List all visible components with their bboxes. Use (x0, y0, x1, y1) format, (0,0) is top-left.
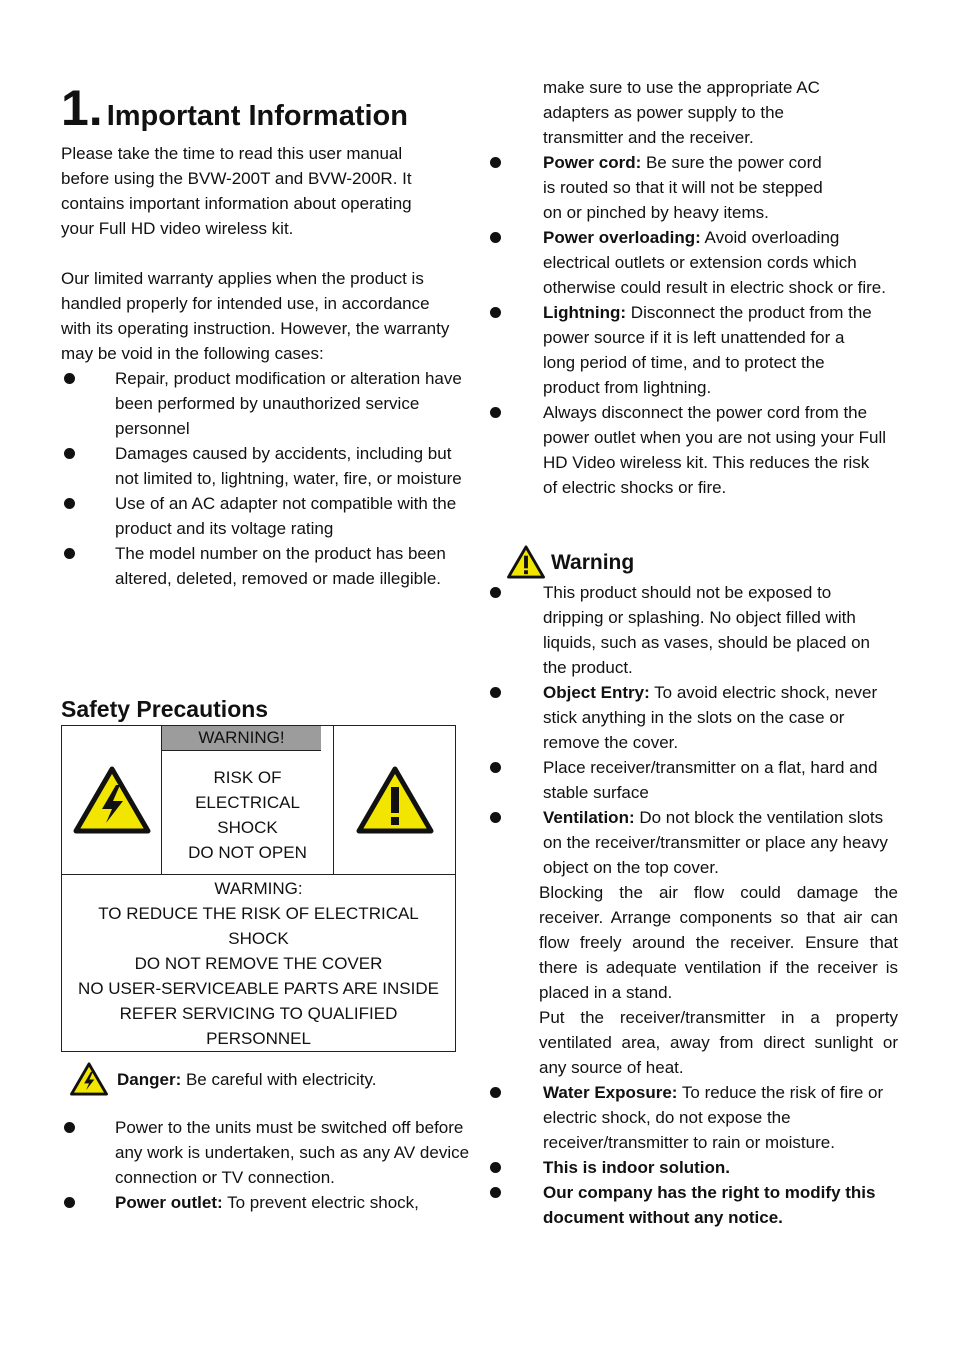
list-item: Ventilation: Do not block the ventilation slots on the receiver/transmitter or place any heavy object on the top cover. (488, 805, 898, 880)
danger-label: Danger: (117, 1069, 182, 1089)
list-item: Our company has the right to modify this document without any notice. (488, 1180, 903, 1230)
warning-triangle-icon (507, 545, 545, 579)
ventilation-paragraph: Blocking the air flow could damage the receiver. Arrange components so that air can flow freely around the receiver. Ensure that there is adequate ventilation if the receiver is placed in a stand. (539, 883, 898, 1002)
list-item: Power overloading: Avoid overloading electrical outlets or extension cords which otherwise could result in electric shock or fire. (488, 225, 898, 300)
high-voltage-icon (73, 765, 151, 835)
warning-line: RISK OF (213, 768, 282, 787)
power-list (488, 150, 898, 500)
final-list (488, 1080, 898, 1230)
chapter-title: Important Information (106, 100, 408, 132)
warning-header: WARNING! (162, 726, 321, 751)
warning-line: ELECTRICAL (195, 793, 300, 812)
ventilation-paragraph: Put the receiver/transmitter in a property ventilated area, away from direct sunlight or any source of heat. (539, 1008, 898, 1077)
warning-title: Warning (551, 550, 635, 574)
list-item: Place receiver/transmitter on a flat, hard and stable surface (488, 755, 888, 805)
high-voltage-icon (70, 1062, 108, 1096)
page-title (61, 80, 408, 136)
warning-bottom-text (62, 875, 455, 1051)
continuation-text: make sure to use the appropriate AC adapters as power supply to the transmitter and the receiver. (543, 78, 820, 147)
warning-heading (507, 545, 634, 579)
list-item: Use of an AC adapter not compatible with the product and its voltage rating (61, 491, 471, 541)
warning-line: WARMING: (214, 879, 303, 898)
right-column (488, 75, 898, 500)
list-item: The model number on the product has been altered, deleted, removed or made illegible. (61, 541, 471, 591)
list-item: Power cord: Be sure the power cord is routed so that it will not be stepped on or pinched by heavy items. (488, 150, 837, 225)
warning-list (488, 580, 898, 880)
list-item: Lightning: Disconnect the product from the power source if it is left unattended for a long period of time, and to protect the product from lightning. (488, 300, 878, 400)
intro-paragraph: Please take the time to read this user manual before using the BVW-200T and BVW-200R. It contains important information about operating your Full HD video wireless kit. (61, 144, 412, 238)
warning-label-box (61, 725, 456, 1052)
list-item: Object Entry: To avoid electric shock, never stick anything in the slots on the case or remove the cover. (488, 680, 888, 755)
warning-line: TO REDUCE THE RISK OF ELECTRICAL SHOCK (98, 904, 419, 948)
list-item: Damages caused by accidents, including but not limited to, lightning, water, fire, or moisture (61, 441, 471, 491)
chapter-number: 1. (61, 80, 103, 136)
exclamation-warning-icon (356, 765, 434, 835)
danger-list (61, 1115, 471, 1215)
warning-line: REFER SERVICING TO QUALIFIED (119, 1004, 398, 1023)
left-column (61, 141, 471, 591)
warning-line: PERSONNEL (206, 1029, 311, 1048)
list-item: This is indoor solution. (488, 1155, 898, 1180)
list-item: Repair, product modification or alteration have been performed by unauthorized service personnel (61, 366, 471, 441)
list-item: Power to the units must be switched off before any work is undertaken, such as any AV device connection or TV connection. (61, 1115, 471, 1190)
danger-note (70, 1062, 377, 1096)
list-item: Water Exposure: To reduce the risk of fire or electric shock, do not expose the receiver/transmitter to rain or moisture. (488, 1080, 898, 1155)
warning-column (488, 580, 898, 1230)
warning-line: DO NOT OPEN (188, 843, 307, 862)
warning-line: SHOCK (217, 818, 278, 837)
danger-text: Be careful with electricity. (181, 1069, 377, 1089)
warning-line: DO NOT REMOVE THE COVER (134, 954, 383, 973)
warranty-cases-list (61, 366, 471, 591)
list-item: Power outlet: To prevent electric shock, (61, 1190, 471, 1215)
warning-center-text (162, 751, 333, 874)
danger-list-column (61, 1115, 471, 1215)
list-item: Always disconnect the power cord from the power outlet when you are not using your Full HD Video wireless kit. This reduces the risk of electric shocks or fire. (488, 400, 888, 500)
warning-line: NO USER-SERVICEABLE PARTS ARE INSIDE (78, 979, 439, 998)
safety-heading: Safety Precautions (61, 696, 269, 722)
list-item: This product should not be exposed to dripping or splashing. No object filled with liquids, such as vases, should be placed on the product. (488, 580, 883, 680)
warranty-paragraph: Our limited warranty applies when the product is handled properly for intended use, in accordance with its operating instruction. However, the warranty may be void in the following cases: (61, 269, 450, 363)
